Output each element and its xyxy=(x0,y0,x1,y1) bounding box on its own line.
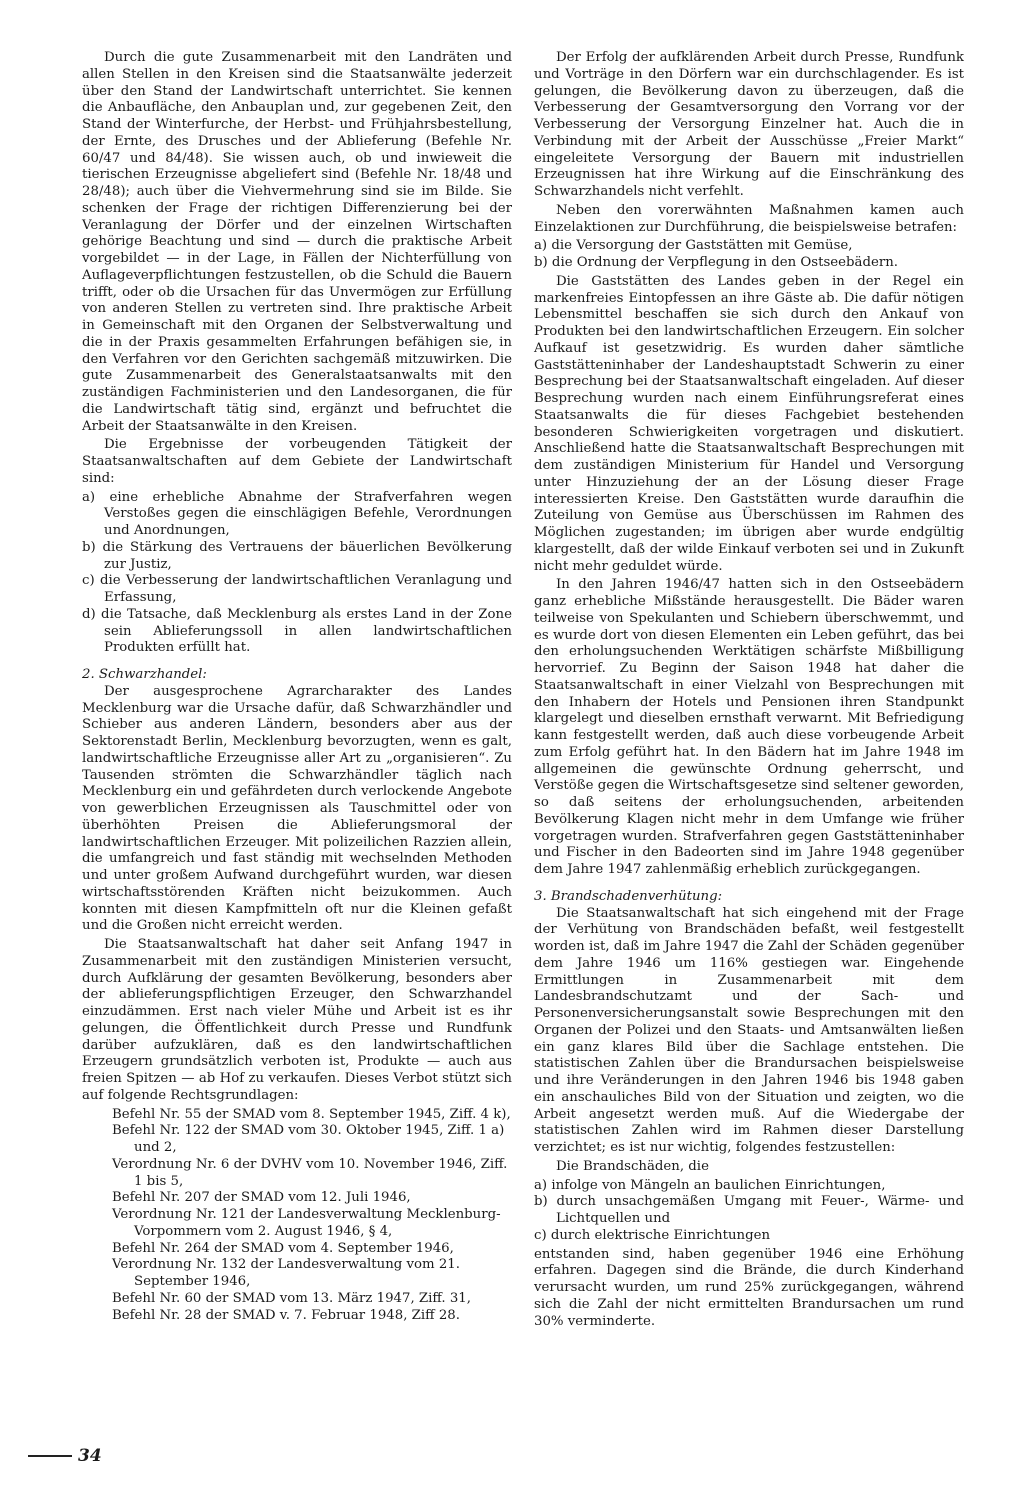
right-column xyxy=(534,50,964,1332)
section-heading-schwarzhandel: 2. Schwarzhandel: xyxy=(82,667,207,682)
legal-basis-list xyxy=(82,1107,512,1325)
list-item: Befehl Nr. 207 der SMAD vom 12. Juli 1946, xyxy=(112,1190,411,1206)
list-item: Verordnung Nr. 132 der Landesverwaltung vom 21. September 1946, xyxy=(112,1257,460,1289)
list-item: c) die Verbesserung der landwirtschaftlichen Veranlagung und Erfassung, xyxy=(82,573,512,605)
list-item: b) die Ordnung der Verpflegung in den Ostseebädern. xyxy=(534,255,898,270)
list-item: b) durch unsachgemäßen Umgang mit Feuer-, Wärme- und Lichtquellen und xyxy=(534,1194,964,1226)
results-list xyxy=(82,490,512,658)
page-footer xyxy=(28,1446,102,1466)
left-column xyxy=(82,50,512,1324)
list-item: Befehl Nr. 264 der SMAD vom 4. September 1946, xyxy=(112,1240,454,1256)
page-number: 34 xyxy=(78,1446,102,1466)
section-heading-brandschaden: 3. Brandschadenverhütung: xyxy=(534,888,723,904)
paragraph: Der Erfolg der aufklärenden Arbeit durch Presse, Rundfunk und Vorträge in den Dörfern war ein durchschlagender. Es ist gelungen, die Bevölkerung davon zu überzeugen, daß die Verbesserung der Gesamtversorgung den Vorrang vor der Verbesserung der Versorgung Einzelner hat. Auch die in Verbindung mit der Arbeit der Ausschüsse „Freier Markt“ eingeleitete Versorgung der Bauern mit industriellen Erzeugnissen hat ihre Wirkung auf die Einschränkung des Schwarzhandels nicht verfehlt. xyxy=(534,50,964,199)
list-item: d) die Tatsache, daß Mecklenburg als erstes Land in der Zone sein Ablieferungssoll in allen landwirtschaftlichen Produkten erfüllt hat. xyxy=(82,606,512,656)
paragraph: Der ausgesprochene Agrarcharakter des Landes Mecklenburg war die Ursache dafür, daß Schwarzhändler und Schieber aus anderen Ländern, besonders aber aus der Sektorenstadt Berlin, Mecklenburg bevorzugten, wenn es galt, landwirtschaftliche Erzeugnisse aller Art zu „organisieren“. Zu Tausenden strömten die Schwarzhändler täglich nach Mecklenburg ein und gefährdeten durch verlockende Angebote von gewerblichen Erzeugnissen als Tauschmittel oder von überhöhten Preisen die Ablieferungsmoral der landwirtschaftlichen Erzeuger. Mit polizeilichen Razzien allein, die umfangreich und fast ständig mit wechselnden Methoden und unter großem Aufwand durchgeführt wurden, war diesen wirtschaftsstörenden Kräften nicht beizukommen. Auch konnten mit diesen Kampfmitteln oft nur die Kleinen gefaßt und die Großen nicht erreicht werden. xyxy=(82,683,512,934)
list-item: Befehl Nr. 28 der SMAD v. 7. Februar 1948, Ziff 28. xyxy=(112,1307,460,1323)
list-item: a) infolge von Mängeln an baulichen Einrichtungen, xyxy=(534,1177,886,1193)
footer-rule xyxy=(28,1455,72,1457)
list-item: c) durch elektrische Einrichtungen xyxy=(534,1227,771,1243)
list-item: Befehl Nr. 55 der SMAD vom 8. September 1945, Ziff. 4 k), xyxy=(112,1106,511,1122)
fire-causes-list xyxy=(534,1178,964,1245)
paragraph: Die Staatsanwaltschaft hat sich eingehend mit der Frage der Verhütung von Brandschäden befaßt, weil festgestellt worden ist, daß im Jahre 1947 die Zahl der Schäden gegenüber dem Jahre 1946 um 116% gestiegen war. Eingehende Ermittlungen in Zusammenarbeit mit dem Landesbrandschutzamt und der Sach- und Personenversicherungsanstalt sowie Besprechungen mit den Organen der Polizei und den Staats- und Amtsanwälten ließen ein ganz klares Bild über die Sachlage entstehen. Die statistischen Zahlen über die Brandursachen beispielsweise und ihre Veränderungen in den Jahren 1946 bis 1948 gaben ein anschauliches Bild von der Situation und zeigten, wo die Arbeit angesetzt werden muß. Auf die Wiedergabe der statistischen Zahlen wird im Rahmen dieser Darstellung verzichtet; es ist nur wichtig, folgendes festzustellen: xyxy=(534,905,964,1155)
paragraph: entstanden sind, haben gegenüber 1946 eine Erhöhung erfahren. Dagegen sind die Brände, die durch Kinderhand verursacht wurden, um rund 25% zurückgegangen, während sich die Zahl der nicht ermittelten Brandursachen um rund 30% verminderte. xyxy=(534,1246,964,1329)
list-item: Verordnung Nr. 121 der Landesverwaltung Mecklenburg-Vorpommern vom 2. August 1946, § 4, xyxy=(112,1207,501,1239)
paragraph: Neben den vorerwähnten Maßnahmen kamen auch Einzelaktionen zur Durchführung, die beispielsweise betrafen: xyxy=(534,202,964,235)
paragraph: Die Ergebnisse der vorbeugenden Tätigkeit der Staatsanwaltschaften auf dem Gebiete der Landwirtschaft sind: xyxy=(82,437,512,486)
paragraph: Die Brandschäden, die xyxy=(556,1158,709,1174)
list-item: a) die Versorgung der Gaststätten mit Gemüse, xyxy=(534,238,853,254)
paragraph: Die Gaststätten des Landes geben in der Regel ein markenfreies Eintopfessen an ihre Gäste ab. Die dafür nötigen Lebensmittel beschaffen sie sich durch den Ankauf von Produkten bei den landwirtschaftlichen Erzeugern. Ein solcher Aufkauf ist gesetzwidrig. Es wurden daher sämtliche Gaststätteninhaber der Landeshauptstadt Schwerin zu einer Besprechung bei der Staatsanwaltschaft eingeladen. Auf dieser Besprechung wurden nach einem Einführungsreferat eines Staatsanwalts die für dieses Fachgebiet bestehenden besonderen Schwierigkeiten vorgetragen und diskutiert. Anschließend hatte die Staatsanwaltschaft Besprechungen mit dem zuständigen Ministerium für Handel und Versorgung unter Hinzuziehung der an der Lösung dieser Frage interessierten Kreise. Den Gaststätten wurde daraufhin die Zuteilung von Gemüse aus Überschüssen im Rahmen des Möglichen zugestanden; im übrigen aber wurde endgültig klargestellt, daß der wilde Einkauf verboten sei und in Zukunft nicht mehr geduldet würde. xyxy=(534,273,964,574)
paragraph: Durch die gute Zusammenarbeit mit den Landräten und allen Stellen in den Kreisen sind die Staatsanwälte jederzeit über den Stand der Landwirtschaft unterrichtet. Sie kennen die Anbaufläche, den Anbauplan und, zur gegebenen Zeit, den Stand der Winterfurche, der Herbst- und Frühjahrsbestellung, der Ernte, des Drusches und der Ablieferung (Befehle Nr. 60/47 und 84/48). Sie wissen auch, ob und inwieweit die tierischen Erzeugnisse abgeliefert sind (Befehle Nr. 18/48 und 28/48); auch über die Viehvermehrung sind sie im Bilde. Sie schenken der Frage der richtigen Differenzierung bei der Veranlagung der Dörfer und der einzelnen Wirtschaften gehörige Beachtung und sind — durch die praktische Arbeit vorgebildet — in der Lage, in Fällen der Nichterfüllung von Auflageverpflichtungen festzustellen, ob die Schuld die Bauern trifft, oder ob die Ursachen für das Unvermögen zur Erfüllung von anderen Stellen zu vertreten sind. Ihre praktische Arbeit in Gemeinschaft mit den Organen der Selbstverwaltung und die in der Praxis gesammelten Erfahrungen befähigen sie, in den Verfahren vor den Gerichten sachgemäß mitzuwirken. Die gute Zusammenarbeit des Generalstaatsanwalts mit den zuständigen Fachministerien und den Landesorganen, die für die Landwirtschaft tätig sind, ergänzt und befruchtet die Arbeit der Staatsanwälte in den Kreisen. xyxy=(82,50,512,434)
list-item: Befehl Nr. 122 der SMAD vom 30. Oktober 1945, Ziff. 1 a) und 2, xyxy=(112,1123,505,1155)
paragraph: Die Staatsanwaltschaft hat daher seit Anfang 1947 in Zusammenarbeit mit den zuständigen Ministerien versucht, durch Aufklärung der gesamten Bevölkerung, besonders aber der ablieferungspflichtigen Erzeuger, den Schwarzhandel einzudämmen. Erst nach vieler Mühe und Arbeit ist es ihr gelungen, die Öffentlichkeit durch Presse und Rundfunk darüber aufzuklären, daß es den landwirtschaftlichen Erzeugern grundsätzlich verboten ist, Produkte — auch aus freien Spitzen — ab Hof zu verkaufen. Dieses Verbot stützt sich auf folgende Rechtsgrundlagen: xyxy=(82,937,512,1103)
paragraph: In den Jahren 1946/47 hatten sich in den Ostseebädern ganz erhebliche Mißstände herausgestellt. Die Bäder waren teilweise von Spekulanten und Schiebern überschwemmt, und es wurde dort von diesen Elementen ein Leben geführt, das bei den erholungsuchenden Werktätigen schärfste Mißbilligung hervorrief. Zu Beginn der Saison 1948 hat daher die Staatsanwaltschaft in einer Vielzahl von Besprechungen mit den Inhabern der Hotels und Pensionen ihren Standpunkt klargelegt und dieselben ernsthaft verwarnt. Mit Befriedigung kann festgestellt werden, daß auch diese vorbeugende Arbeit zum Erfolg geführt hat. In den Bädern hat im Jahre 1948 im allgemeinen die gewünschte Ordnung geherrscht, und Verstöße gegen die Wirtschaftsgesetze sind seltener geworden, so daß seitens der erholungsuchenden, arbeitenden Bevölkerung Klagen nicht mehr in dem Umfange wie früher vorgetragen wurden. Strafverfahren gegen Gaststätteninhaber und Fischer in den Badeorten sind im Jahre 1948 gegenüber dem Jahre 1947 zahlenmäßig erheblich zurückgegangen. xyxy=(534,577,964,877)
list-item: Befehl Nr. 60 der SMAD vom 13. März 1947, Ziff. 31, xyxy=(112,1290,471,1306)
list-item: Verordnung Nr. 6 der DVHV vom 10. November 1946, Ziff. 1 bis 5, xyxy=(112,1156,508,1189)
actions-list xyxy=(534,238,964,272)
list-item: a) eine erhebliche Abnahme der Strafverfahren wegen Verstoßes gegen die einschlägigen Befehle, Verordnungen und Anordnungen, xyxy=(82,489,512,538)
list-item: b) die Stärkung des Vertrauens der bäuerlichen Bevölkerung zur Justiz, xyxy=(82,539,512,572)
